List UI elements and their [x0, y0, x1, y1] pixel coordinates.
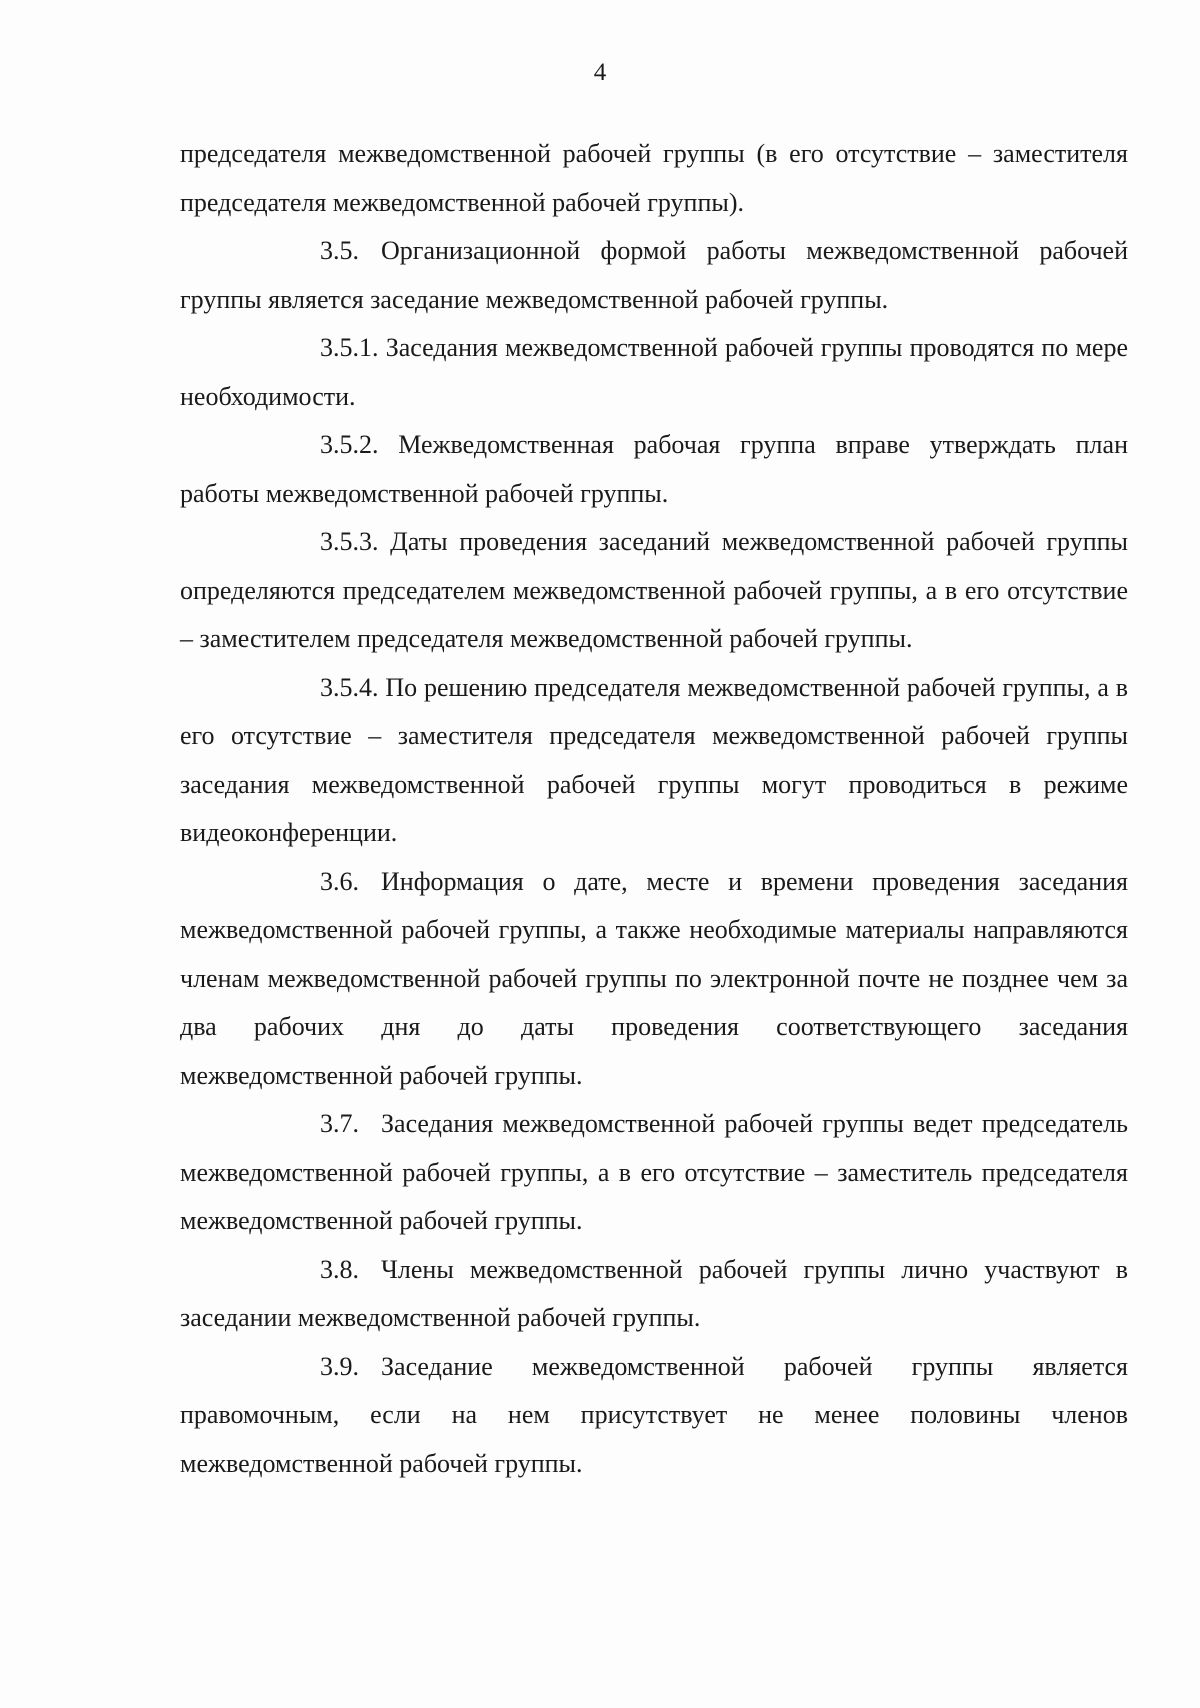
paragraph-3-5-1	[180, 324, 1128, 421]
paragraph-number: 3.5.3.	[320, 527, 379, 556]
paragraph-3-9	[180, 1343, 1128, 1489]
paragraph-3-5-4	[180, 664, 1128, 858]
paragraph-number: 3.6.	[320, 866, 359, 896]
paragraph-number: 3.5.1.	[320, 333, 379, 362]
paragraph-3-5-3	[180, 518, 1128, 664]
paragraph-text: Организационной формой работы межведомственной рабочей группы является заседание межведомственной рабочей группы.	[180, 236, 1128, 314]
paragraph-text: Члены межведомственной рабочей группы лично участвуют в заседании межведомственной рабочей группы.	[180, 1254, 1128, 1332]
paragraph-3-7	[180, 1100, 1128, 1246]
paragraph-text: Заседания межведомственной рабочей группы ведет председатель межведомственной рабочей группы, а в его отсутствие – заместитель председателя межведомственной рабочей группы.	[180, 1109, 1128, 1235]
paragraph-number: 3.5.4.	[320, 672, 379, 702]
paragraph-text: По решению председателя межведомственной рабочей группы, а в его отсутствие – заместителя председателя межведомственной рабочей группы заседания межведомственной рабочей группы могут проводиться в режиме видеоконференции.	[180, 672, 1128, 847]
document-body	[180, 130, 1128, 1488]
paragraph-number: 3.9.	[320, 1351, 359, 1381]
paragraph-text: председателя межведомственной рабочей группы (в его отсутствие – заместителя председателя межведомственной рабочей группы).	[180, 139, 1128, 217]
paragraph-number: 3.5.2.	[320, 430, 379, 459]
paragraph-text: Межведомственная рабочая группа вправе утверждать план работы межведомственной рабочей группы.	[180, 430, 1128, 508]
paragraph-text: Даты проведения заседаний межведомственной рабочей группы определяются председателем межведомственной рабочей группы, а в его отсутствие – заместителем председателя межведомственной рабочей группы.	[180, 527, 1129, 653]
paragraph-number: 3.5.	[320, 236, 359, 265]
paragraph-text: Заседания межведомственной рабочей группы проводятся по мере необходимости.	[180, 333, 1129, 411]
paragraph-continuation	[180, 130, 1128, 227]
paragraph-number: 3.7.	[320, 1109, 359, 1138]
paragraph-3-5	[180, 227, 1128, 324]
paragraph-text: Информация о дате, месте и времени проведения заседания межведомственной рабочей группы, а также необходимые материалы направляются членам межведомственной рабочей группы по электронной почте не позднее чем за два рабочих дня до даты проведения соответствующего заседания межведомственной рабочей группы.	[180, 866, 1128, 1090]
paragraph-3-8	[180, 1246, 1128, 1343]
paragraph-number: 3.8.	[320, 1254, 359, 1284]
paragraph-text: Заседание межведомственной рабочей группы является правомочным, если на нем присутствует не менее половины членов межведомственной рабочей группы.	[180, 1351, 1128, 1478]
paragraph-3-6	[180, 858, 1128, 1101]
paragraph-3-5-2	[180, 421, 1128, 518]
page-number: 4	[593, 59, 607, 86]
